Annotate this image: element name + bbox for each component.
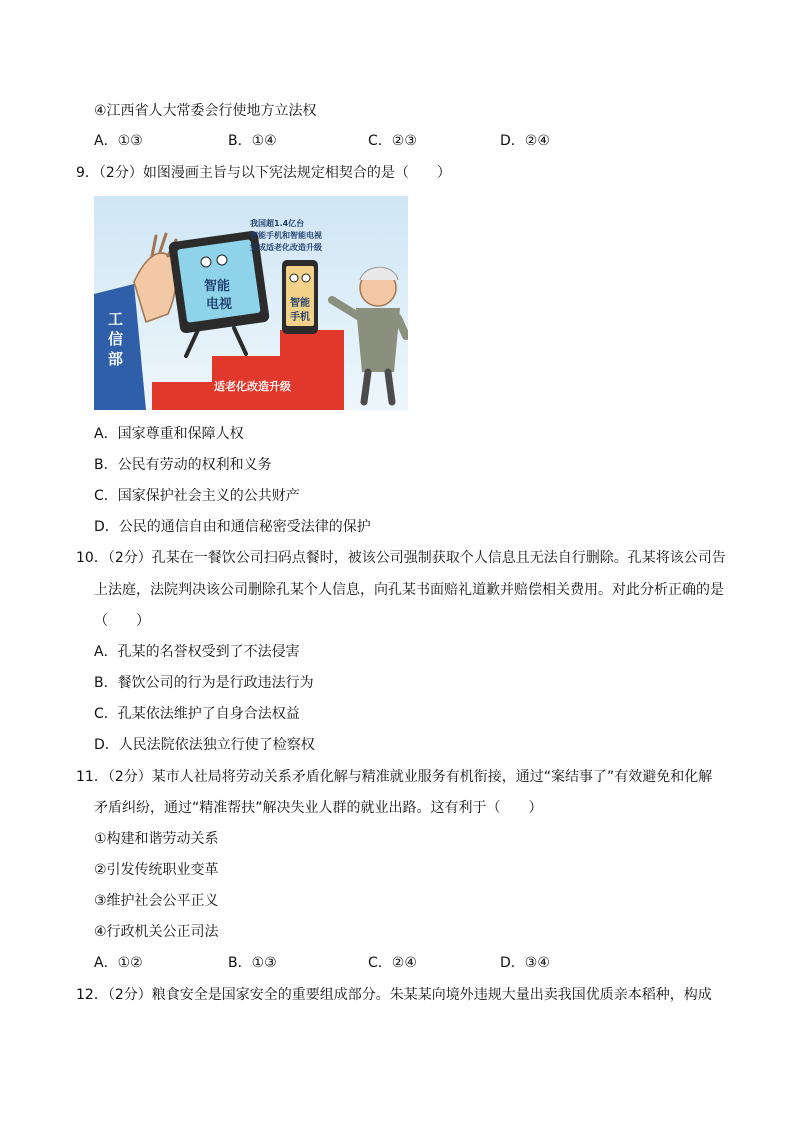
- cartoon-illustration: [94, 196, 408, 410]
- q11-option-d[interactable]: D．③④: [500, 955, 550, 971]
- tv-eye-left: [201, 257, 211, 267]
- q11-item-2: ②引发传统职业变革: [94, 862, 219, 878]
- q10-option-a[interactable]: A．孔某的名誉权受到了不法侵害: [94, 644, 300, 660]
- q11-stem-line-1: 11．（2分）某市人社局将劳动关系矛盾化解与精准就业服务有机衔接，通过“案结事了”有效避免和化解: [76, 769, 713, 785]
- sleeve-char-2: 信: [108, 330, 124, 348]
- phone-eye-left: [290, 274, 298, 282]
- q9-option-c[interactable]: C．国家保护社会主义的公共财产: [94, 488, 300, 504]
- q10-option-c[interactable]: C．孔某依法维护了自身合法权益: [94, 706, 300, 722]
- phone-eye-right: [302, 274, 310, 282]
- phone-text-1: 智能: [290, 298, 310, 309]
- q8-option-a[interactable]: A．①③: [94, 133, 143, 149]
- q11-option-a[interactable]: A．①②: [94, 955, 143, 971]
- q8-option-b[interactable]: B．①④: [228, 133, 277, 149]
- q8-item-4: ④江西省人大常委会行使地方立法权: [94, 103, 317, 119]
- q12-stem: 12．（2分）粮食安全是国家安全的重要组成部分。朱某某向境外违规大量出卖我国优质亲本稻种，构成: [76, 987, 712, 1003]
- q10-stem-line-3: （ ）: [94, 613, 150, 629]
- tv-eye-right: [217, 255, 227, 265]
- q10-stem-line-2: 上法庭，法院判决该公司删除孔某个人信息，向孔某书面赔礼道歉并赔偿相关费用。对此分析正确的是: [94, 582, 724, 598]
- q9-option-d[interactable]: D．公民的通信自由和通信秘密受法律的保护: [94, 519, 371, 535]
- q11-item-3: ③维护社会公平正义: [94, 893, 219, 909]
- sleeve-char-1: 工: [108, 310, 124, 328]
- q11-option-c[interactable]: C．②④: [368, 955, 417, 971]
- q10-option-d[interactable]: D．人民法院依法独立行使了检察权: [94, 737, 315, 753]
- tv-text-1: 智能: [204, 279, 231, 294]
- q11-stem-line-2: 矛盾纠纷，通过“精准帮扶”解决失业人群的就业出路。这有利于（ ）: [94, 800, 543, 816]
- q11-item-4: ④行政机关公正司法: [94, 924, 219, 940]
- q11-option-b[interactable]: B．①③: [228, 955, 277, 971]
- q10-stem-line-1: 10．（2分）孔某在一餐饮公司扫码点餐时，被该公司强制获取个人信息且无法自行删除。孔某将该公司告: [76, 550, 726, 566]
- caption-line-2: 智能手机和智能电视: [250, 231, 322, 240]
- q9-stem: 9．（2分）如图漫画主旨与以下宪法规定相契合的是（ ）: [76, 165, 451, 181]
- phone-text-2: 手机: [290, 312, 310, 323]
- old-man-body: [356, 308, 400, 372]
- stairs-label: 适老化改造升级: [214, 380, 291, 393]
- q9-option-a[interactable]: A．国家尊重和保障人权: [94, 426, 244, 442]
- q8-option-d[interactable]: D．②④: [500, 133, 550, 149]
- sleeve-char-3: 部: [108, 350, 124, 368]
- q8-option-c[interactable]: C．②③: [368, 133, 417, 149]
- tv-text-2: 电视: [206, 297, 233, 312]
- caption-line-1: 我国超1.4亿台: [250, 219, 305, 228]
- q9-option-b[interactable]: B．公民有劳动的权利和义务: [94, 457, 272, 473]
- q9-cartoon: [94, 196, 408, 410]
- q11-item-1: ①构建和谐劳动关系: [94, 831, 219, 847]
- caption-line-3: 完成适老化改造升级: [250, 243, 322, 252]
- q10-option-b[interactable]: B．餐饮公司的行为是行政违法行为: [94, 675, 314, 691]
